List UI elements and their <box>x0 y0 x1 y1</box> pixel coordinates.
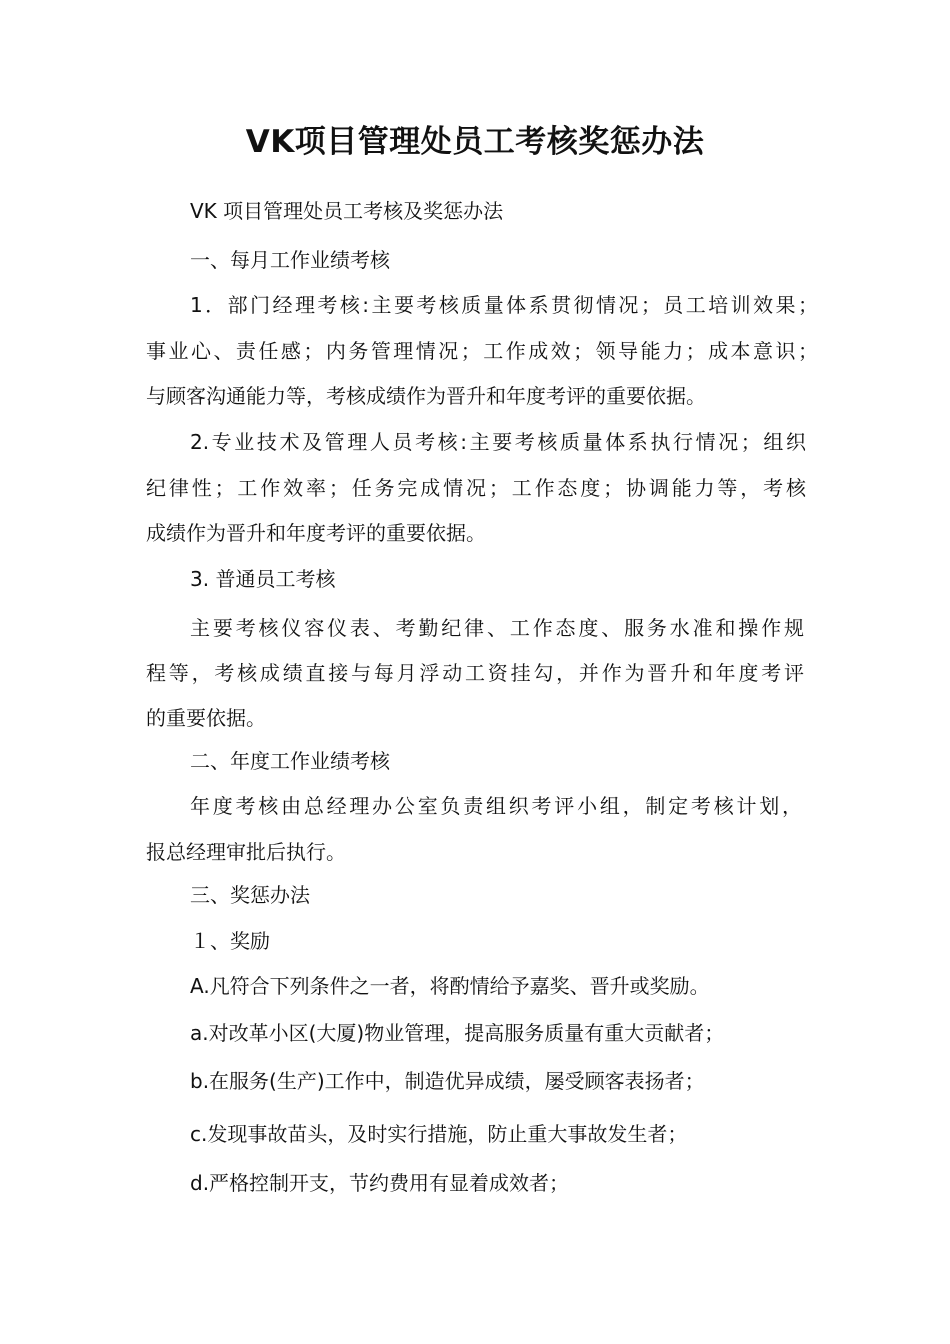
paragraph-line: A.凡符合下列条件之一者，将酌情给予嘉奖、晋升或奖励。 <box>190 974 710 998</box>
list-item: c.发现事故苗头，及时实行措施，防止重大事故发生者； <box>190 1122 688 1146</box>
paragraph-line: 1．部门经理考核:主要考核质量体系贯彻情况；员工培训效果； <box>190 293 818 317</box>
subtitle-line: VK 项目管理处员工考核及奖惩办法 <box>190 199 504 223</box>
list-item: b.在服务(生产)工作中，制造优异成绩，屡受顾客表扬者； <box>190 1069 705 1093</box>
paragraph-line: 事业心、责任感；内务管理情况；工作成效；领导能力；成本意识； <box>146 339 818 363</box>
paragraph-line: 报总经理审批后执行。 <box>146 840 346 864</box>
section-heading-3-title: 三、奖惩办法 <box>190 883 310 907</box>
list-item: d.严格控制开支，节约费用有显着成效者； <box>190 1171 570 1195</box>
section-heading-3: 3. 普通员工考核 <box>190 567 336 591</box>
paragraph-line: 纪律性；工作效率；任务完成情况；工作态度；协调能力等，考核 <box>146 476 806 500</box>
subsection-heading-reward: １、奖励 <box>190 929 270 953</box>
paragraph-line: 成绩作为晋升和年度考评的重要依据。 <box>146 521 486 545</box>
section-heading-2: 二、年度工作业绩考核 <box>190 749 390 773</box>
paragraph-line: 年度考核由总经理办公室负责组织考评小组，制定考核计划， <box>190 794 802 818</box>
paragraph-line: 2.专业技术及管理人员考核:主要考核质量体系执行情况；组织 <box>190 430 806 454</box>
paragraph-line: 程等，考核成绩直接与每月浮动工资挂勾，并作为晋升和年度考评 <box>146 661 804 685</box>
list-item: a.对改革小区(大厦)物业管理，提高服务质量有重大贡献者； <box>190 1021 725 1045</box>
paragraph-line: 的重要依据。 <box>146 706 266 730</box>
paragraph-line: 主要考核仪容仪表、考勤纪律、工作态度、服务水准和操作规 <box>190 616 804 640</box>
document-title: VK项目管理处员工考核奖惩办法 <box>245 124 705 160</box>
paragraph-line: 与顾客沟通能力等，考核成绩作为晋升和年度考评的重要依据。 <box>146 384 706 408</box>
section-heading-1: 一、每月工作业绩考核 <box>190 248 390 272</box>
